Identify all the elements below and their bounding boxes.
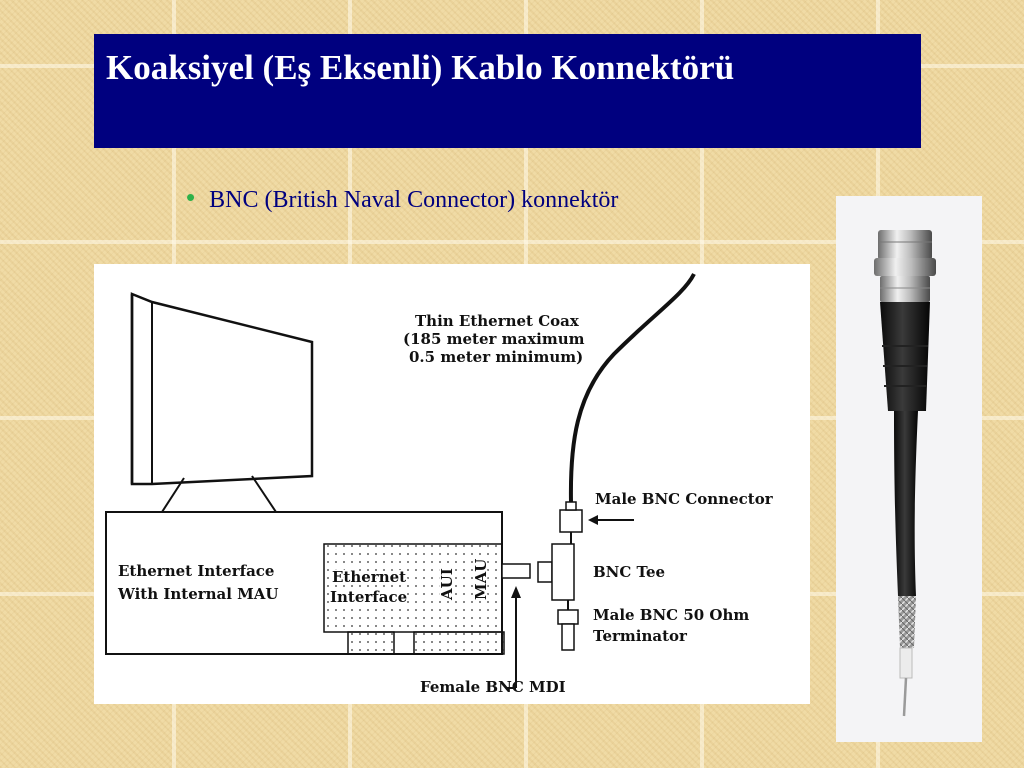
title-banner: [94, 34, 921, 148]
ethernet-interface-label-line1: Ethernet Interface: [118, 562, 275, 580]
bnc-terminator: [558, 600, 578, 650]
coax-label-line2: (185 meter maximum: [403, 330, 585, 348]
card-label-line1: Ethernet: [332, 568, 407, 586]
bullet-text: BNC (British Naval Connector) konnektör: [209, 186, 619, 213]
arrow-female-bnc-mdi: [506, 586, 521, 688]
bnc-tee-label: BNC Tee: [593, 563, 666, 581]
thin-ethernet-coax-cable: [571, 274, 694, 502]
female-bnc-mdi-label: Female BNC MDI: [420, 678, 566, 696]
terminator-label-line1: Male BNC 50 Ohm: [593, 606, 750, 624]
bnc-connector-photo: [836, 196, 982, 742]
female-bnc-mdi-port: [502, 564, 530, 578]
aui-label: AUI: [438, 568, 456, 600]
monitor-drawing: [132, 294, 312, 512]
bullet-item: [186, 182, 618, 218]
bnc-tee: [538, 544, 574, 600]
terminator-label-line2: Terminator: [593, 627, 687, 645]
coax-label-line1: Thin Ethernet Coax: [415, 312, 579, 330]
arrow-male-bnc: [588, 515, 634, 525]
slide-title: Koaksiyel (Eş Eksenli) Kablo Konnektörü: [106, 48, 735, 87]
coax-label-line3: 0.5 meter minimum): [409, 348, 584, 366]
male-bnc-connector-label: Male BNC Connector: [595, 490, 773, 508]
ethernet-interface-label-line2: With Internal MAU: [118, 585, 279, 603]
card-edge-connector-1: [348, 632, 394, 654]
male-bnc-connector: [560, 502, 582, 544]
card-edge-connector-2: [414, 632, 504, 654]
bullet-dot-icon: •: [186, 182, 196, 212]
bnc-network-diagram: [94, 264, 810, 704]
card-label-line2: Interface: [330, 588, 408, 606]
mau-label: MAU: [472, 558, 490, 600]
